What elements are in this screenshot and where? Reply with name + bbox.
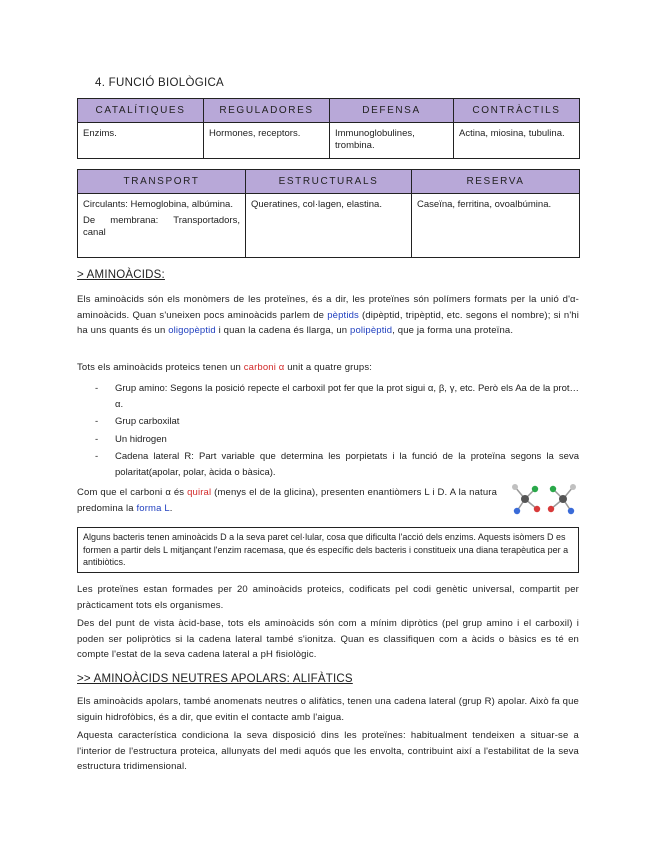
paragraph-acid-base: Des del punt de vista àcid-base, tots els aminoàcids són com a mínim dipròtics (pel grup amino i el carboxil) i poden ser polipròtics si la cadena lateral també s'ionitza. Quan es classifiquen com a àcids o bàsics es té en compte l'estat de la seva cadena lateral a pH fisiològic. (77, 618, 579, 660)
header-defensa: DEFENSA (330, 99, 454, 123)
cell-transport (78, 194, 246, 258)
header-estructurals: ESTRUCTURALS (246, 170, 412, 194)
cell-reguladores: Hormones, receptors. (204, 123, 330, 159)
header-contractils: CONTRÀCTILS (454, 99, 580, 123)
paragraph-monomers (77, 292, 579, 339)
paragraph-carboni (77, 360, 579, 376)
term-polipeptid: polipèptid (350, 325, 393, 336)
text: unit a quatre grups: (284, 362, 373, 373)
text: . (169, 502, 173, 514)
list-item: - Cadena lateral R: Part variable que determina les porpietats i la funció de la proteïna segons la seva polaritat(apolar, polar, àcida o bàsica). (95, 449, 579, 480)
paragraph-apolars-2: Aquesta característica condiciona la seva disposició dins les proteïnes: habitualment tendeixen a situar-se a l'interior de l'estructura proteica, allunyats del medi aquós que les envolta, contribuint així a l'estabilitat de la seva estructura tridimensional. (77, 730, 579, 772)
text: (menys el de la glicina), presenten enantiòmers L i D. A la natura predomina la (77, 487, 498, 514)
cell-reserva: Caseïna, ferritina, ovoalbúmina. (412, 194, 580, 258)
groups-list (95, 381, 579, 482)
enantiomer-molecules-image (507, 481, 583, 517)
text: i quan la cadena és llarga, un (215, 325, 351, 336)
paragraph-quiral (77, 485, 497, 516)
transport-membrana: De membrana: Transportadors, canal (83, 215, 240, 238)
term-forma-l: forma L (136, 502, 170, 514)
section-title: 4. FUNCIÓ BIOLÒGICA (95, 77, 225, 89)
header-reserva: RESERVA (412, 170, 580, 194)
text: Els aminoàcids són els monòmers de les proteïnes, és a dir, les proteïnes són polímers formats per la unió d'α-aminoàcids. Quan s'uneixen pocs aminoàcids parlem de (77, 294, 579, 321)
cell-defensa: Immunoglobulines, trombina. (330, 123, 454, 159)
list-item: - Grup carboxilat (95, 414, 579, 430)
function-table-1 (77, 98, 580, 159)
function-table-2 (77, 169, 580, 258)
text: , que ja forma una proteïna. (392, 325, 514, 336)
list-item: - Un hidrogen (95, 432, 579, 448)
term-peptids: pèptids (327, 309, 359, 321)
heading-aminoacids: > AMINOÀCIDS: (77, 269, 165, 281)
heading-apolars: >> AMINOÀCIDS NEUTRES APOLARS: ALIFÀTICS (77, 673, 353, 685)
text: Com que el carboni α és (77, 487, 188, 498)
text: Tots els aminoàcids proteics tenen un (77, 362, 244, 373)
transport-circulants: Circulants: Hemoglobina, albúmina. (83, 199, 233, 210)
text: (dipèptid, tripèptid, etc. segons el nombre); si n'hi ha uns quants és un (77, 309, 579, 336)
cell-catalitiques: Enzims. (78, 123, 204, 159)
paragraph-20-aminoacids: Les proteïnes estan formades per 20 aminoàcids proteics, codificats pel codi genètic universal, compartit per pràcticament tots els organismes. (77, 584, 579, 611)
term-oligopeptid: oligopèptid (168, 325, 216, 336)
paragraph-apolars-1: Els aminoàcids apolars, també anomenats neutres o alifàtics, tenen una cadena lateral (grup R) apolar. Això fa que siguin hidrofòbics, és a dir, que evitin el contacte amb l'aigua. (77, 696, 579, 723)
cell-estructurals: Queratines, col·lagen, elastina. (246, 194, 412, 258)
header-transport: TRANSPORT (78, 170, 246, 194)
list-item: - Grup amino: Segons la posició repecte el carboxil pot fer que la prot sigui α, β, γ, etc. Però els Aa de la prot… α. (95, 381, 579, 412)
header-catalitiques: CATALÍTIQUES (78, 99, 204, 123)
bacteria-note-box: Alguns bacteris tenen aminoàcids D a la seva paret cel·lular, cosa que dificulta l'acció dels enzims. Aquests isòmers D es formen a partir dels L mitjançant l'enzim racemasa, que és específic dels bacteris i constitueix una diana terapèutica per a antibiòtics. (77, 527, 579, 573)
term-carboni-alfa: carboni α (243, 362, 285, 373)
cell-contractils: Actina, miosina, tubulina. (454, 123, 580, 159)
term-quiral: quiral (187, 487, 212, 498)
header-reguladores: REGULADORES (204, 99, 330, 123)
